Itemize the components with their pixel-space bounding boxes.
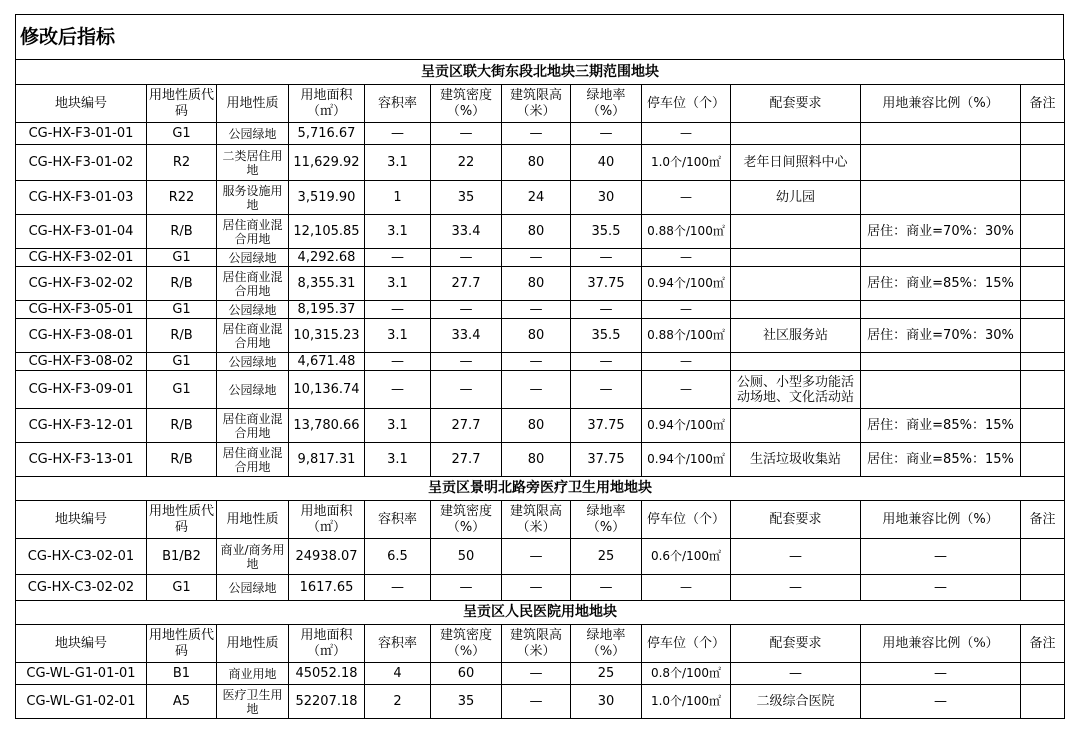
table-row	[16, 575, 1065, 601]
column-header: 用地性质	[217, 501, 289, 539]
table-cell: 0.6个/100㎡	[642, 539, 731, 575]
table-cell: 4,671.48	[289, 353, 365, 371]
table-cell: —	[502, 249, 571, 267]
column-header: 容积率	[365, 625, 431, 663]
table-cell: —	[571, 123, 642, 145]
table-row	[16, 353, 1065, 371]
table-cell: CG-HX-C3-02-02	[16, 575, 147, 601]
table-cell	[861, 249, 1021, 267]
table-cell: —	[642, 575, 731, 601]
table-cell	[1021, 215, 1065, 249]
table-cell: —	[731, 663, 861, 685]
table-cell: 商业用地	[217, 663, 289, 685]
column-header: 停车位（个）	[642, 501, 731, 539]
table-cell: —	[642, 371, 731, 409]
column-header: 用地面积（㎡）	[289, 625, 365, 663]
table-cell: —	[365, 575, 431, 601]
table-cell: 0.88个/100㎡	[642, 215, 731, 249]
section-title: 呈贡区联大街东段北地块三期范围地块	[16, 60, 1065, 85]
column-header: 绿地率（%）	[571, 85, 642, 123]
column-header: 用地性质代码	[147, 625, 217, 663]
table-cell: 35.5	[571, 319, 642, 353]
table-cell: 公园绿地	[217, 371, 289, 409]
table-cell	[861, 181, 1021, 215]
table-cell: —	[571, 353, 642, 371]
table-cell: 3,519.90	[289, 181, 365, 215]
table-cell: 0.8个/100㎡	[642, 663, 731, 685]
table-row	[16, 663, 1065, 685]
table-cell: G1	[147, 123, 217, 145]
column-header: 用地性质	[217, 85, 289, 123]
table-cell: 居住：商业=85%：15%	[861, 443, 1021, 477]
table-cell: CG-HX-F3-02-02	[16, 267, 147, 301]
table-cell: —	[642, 353, 731, 371]
column-header: 容积率	[365, 501, 431, 539]
column-header: 容积率	[365, 85, 431, 123]
table-cell: 27.7	[431, 409, 502, 443]
column-header: 建筑限高（米）	[502, 625, 571, 663]
table-cell: 25	[571, 663, 642, 685]
table-cell: —	[861, 685, 1021, 719]
table-cell: —	[861, 539, 1021, 575]
indicator-table	[15, 59, 1065, 719]
table-cell: 幼儿园	[731, 181, 861, 215]
table-cell: R/B	[147, 443, 217, 477]
table-cell: 27.7	[431, 267, 502, 301]
column-header: 备注	[1021, 625, 1065, 663]
table-cell: 居住商业混合用地	[217, 443, 289, 477]
table-cell: G1	[147, 575, 217, 601]
table-cell: —	[571, 301, 642, 319]
table-cell: 0.94个/100㎡	[642, 443, 731, 477]
table-cell: —	[502, 539, 571, 575]
table-cell: 12,105.85	[289, 215, 365, 249]
column-header: 用地兼容比例（%）	[861, 625, 1021, 663]
table-cell	[861, 123, 1021, 145]
table-row	[16, 181, 1065, 215]
column-header: 用地性质代码	[147, 501, 217, 539]
table-cell: CG-HX-F3-12-01	[16, 409, 147, 443]
column-header: 地块编号	[16, 85, 147, 123]
table-cell: 37.75	[571, 443, 642, 477]
table-cell: 公园绿地	[217, 301, 289, 319]
table-cell: CG-HX-F3-01-01	[16, 123, 147, 145]
table-cell: R/B	[147, 319, 217, 353]
table-cell: CG-WL-G1-02-01	[16, 685, 147, 719]
table-cell: —	[731, 539, 861, 575]
table-cell: 3.1	[365, 267, 431, 301]
table-cell: G1	[147, 353, 217, 371]
table-cell	[731, 409, 861, 443]
column-header: 用地性质代码	[147, 85, 217, 123]
table-cell: —	[502, 353, 571, 371]
table-cell: —	[571, 575, 642, 601]
table-cell	[731, 249, 861, 267]
table-cell: —	[431, 249, 502, 267]
table-cell: B1/B2	[147, 539, 217, 575]
table-cell: —	[502, 663, 571, 685]
table-cell: 0.88个/100㎡	[642, 319, 731, 353]
column-header: 地块编号	[16, 625, 147, 663]
table-cell: 居住商业混合用地	[217, 409, 289, 443]
column-header: 备注	[1021, 85, 1065, 123]
table-cell	[1021, 539, 1065, 575]
section-title-row	[16, 601, 1065, 625]
table-cell: 社区服务站	[731, 319, 861, 353]
table-cell: 居住商业混合用地	[217, 215, 289, 249]
table-cell: —	[365, 249, 431, 267]
table-cell: 1.0个/100㎡	[642, 145, 731, 181]
table-cell	[1021, 443, 1065, 477]
table-row	[16, 249, 1065, 267]
column-header: 绿地率（%）	[571, 625, 642, 663]
table-cell: —	[861, 663, 1021, 685]
table-row	[16, 409, 1065, 443]
table-cell	[731, 267, 861, 301]
table-cell: G1	[147, 301, 217, 319]
table-cell: —	[502, 575, 571, 601]
table-cell: 30	[571, 685, 642, 719]
table-cell	[1021, 575, 1065, 601]
column-header: 建筑限高（米）	[502, 501, 571, 539]
table-cell	[861, 301, 1021, 319]
table-cell: CG-HX-F3-01-02	[16, 145, 147, 181]
table-cell: R/B	[147, 409, 217, 443]
table-cell	[861, 145, 1021, 181]
column-header: 停车位（个）	[642, 625, 731, 663]
column-header: 地块编号	[16, 501, 147, 539]
table-cell	[1021, 181, 1065, 215]
table-cell: 二类居住用地	[217, 145, 289, 181]
table-cell: —	[502, 371, 571, 409]
table-cell: —	[642, 249, 731, 267]
table-cell: —	[431, 371, 502, 409]
table-cell: 10,315.23	[289, 319, 365, 353]
section-title: 呈贡区人民医院用地地块	[16, 601, 1065, 625]
table-cell: 22	[431, 145, 502, 181]
table-cell: 商业/商务用地	[217, 539, 289, 575]
table-cell: 公园绿地	[217, 123, 289, 145]
table-cell: 公厕、小型多功能活动场地、文化活动站	[731, 371, 861, 409]
table-cell	[731, 123, 861, 145]
table-row	[16, 685, 1065, 719]
table-cell: B1	[147, 663, 217, 685]
table-row	[16, 301, 1065, 319]
column-header: 用地面积（㎡）	[289, 501, 365, 539]
table-cell: CG-HX-F3-08-02	[16, 353, 147, 371]
column-header: 绿地率（%）	[571, 501, 642, 539]
section-title: 呈贡区景明北路旁医疗卫生用地地块	[16, 477, 1065, 501]
column-header: 用地兼容比例（%）	[861, 501, 1021, 539]
table-cell: 9,817.31	[289, 443, 365, 477]
table-cell: —	[571, 249, 642, 267]
table-cell: 3.1	[365, 443, 431, 477]
column-header: 用地面积（㎡）	[289, 85, 365, 123]
table-cell: 4	[365, 663, 431, 685]
table-cell	[731, 301, 861, 319]
table-cell: 1	[365, 181, 431, 215]
table-cell: R22	[147, 181, 217, 215]
table-cell: 0.94个/100㎡	[642, 409, 731, 443]
table-cell	[1021, 145, 1065, 181]
table-cell: 居住：商业=85%：15%	[861, 409, 1021, 443]
table-cell: R2	[147, 145, 217, 181]
column-header: 配套要求	[731, 501, 861, 539]
table-cell: 6.5	[365, 539, 431, 575]
table-row	[16, 319, 1065, 353]
table-cell: —	[571, 371, 642, 409]
table-cell: 5,716.67	[289, 123, 365, 145]
table-cell	[1021, 663, 1065, 685]
table-cell: —	[365, 371, 431, 409]
table-cell: 4,292.68	[289, 249, 365, 267]
table-cell: —	[431, 301, 502, 319]
table-cell: 35	[431, 685, 502, 719]
table-cell: G1	[147, 371, 217, 409]
column-header: 备注	[1021, 501, 1065, 539]
table-cell: 居住商业混合用地	[217, 319, 289, 353]
table-cell: 生活垃圾收集站	[731, 443, 861, 477]
table-cell: —	[731, 575, 861, 601]
table-cell	[1021, 685, 1065, 719]
table-cell: 52207.18	[289, 685, 365, 719]
table-cell: —	[365, 301, 431, 319]
table-cell	[1021, 353, 1065, 371]
column-header: 建筑密度（%）	[431, 85, 502, 123]
header-row	[16, 85, 1065, 123]
table-cell: 50	[431, 539, 502, 575]
table-cell: 医疗卫生用地	[217, 685, 289, 719]
table-cell: 1.0个/100㎡	[642, 685, 731, 719]
table-row	[16, 145, 1065, 181]
page-title: 修改后指标	[15, 14, 1064, 59]
table-cell: 80	[502, 319, 571, 353]
table-cell: 35.5	[571, 215, 642, 249]
table-cell: 居住商业混合用地	[217, 267, 289, 301]
table-cell: CG-HX-C3-02-01	[16, 539, 147, 575]
table-cell: 33.4	[431, 319, 502, 353]
column-header: 用地兼容比例（%）	[861, 85, 1021, 123]
table-cell: CG-HX-F3-05-01	[16, 301, 147, 319]
column-header: 配套要求	[731, 625, 861, 663]
table-cell: 30	[571, 181, 642, 215]
table-cell: G1	[147, 249, 217, 267]
table-cell: 80	[502, 443, 571, 477]
column-header: 建筑密度（%）	[431, 501, 502, 539]
table-cell: —	[861, 575, 1021, 601]
table-cell: —	[365, 353, 431, 371]
table-cell: 45052.18	[289, 663, 365, 685]
table-cell: 居住：商业=70%：30%	[861, 215, 1021, 249]
table-cell: 80	[502, 409, 571, 443]
table-cell: 37.75	[571, 267, 642, 301]
table-cell	[1021, 319, 1065, 353]
table-cell: 40	[571, 145, 642, 181]
table-cell	[731, 353, 861, 371]
table-cell: —	[431, 575, 502, 601]
column-header: 建筑密度（%）	[431, 625, 502, 663]
table-cell	[1021, 371, 1065, 409]
table-cell: CG-HX-F3-02-01	[16, 249, 147, 267]
table-cell: 居住：商业=85%：15%	[861, 267, 1021, 301]
table-cell	[1021, 301, 1065, 319]
table-row	[16, 539, 1065, 575]
table-cell: 服务设施用地	[217, 181, 289, 215]
table-cell: —	[502, 301, 571, 319]
table-cell: 24938.07	[289, 539, 365, 575]
column-header: 配套要求	[731, 85, 861, 123]
table-cell: 2	[365, 685, 431, 719]
table-row	[16, 371, 1065, 409]
table-cell: R/B	[147, 215, 217, 249]
table-cell: 公园绿地	[217, 575, 289, 601]
table-cell: 公园绿地	[217, 353, 289, 371]
column-header: 停车位（个）	[642, 85, 731, 123]
table-cell: 60	[431, 663, 502, 685]
table-cell: 0.94个/100㎡	[642, 267, 731, 301]
table-cell: CG-HX-F3-13-01	[16, 443, 147, 477]
table-cell: 3.1	[365, 215, 431, 249]
table-cell: 二级综合医院	[731, 685, 861, 719]
table-cell	[1021, 267, 1065, 301]
table-cell: 10,136.74	[289, 371, 365, 409]
section-title-row	[16, 477, 1065, 501]
table-row	[16, 443, 1065, 477]
table-cell: 25	[571, 539, 642, 575]
table-cell: 公园绿地	[217, 249, 289, 267]
table-cell: CG-HX-F3-09-01	[16, 371, 147, 409]
table-cell: —	[431, 353, 502, 371]
header-row	[16, 625, 1065, 663]
table-cell: 8,195.37	[289, 301, 365, 319]
table-row	[16, 123, 1065, 145]
table-cell	[731, 215, 861, 249]
table-row	[16, 267, 1065, 301]
table-row	[16, 215, 1065, 249]
table-cell: CG-HX-F3-01-04	[16, 215, 147, 249]
table-cell: 3.1	[365, 319, 431, 353]
table-cell: CG-HX-F3-08-01	[16, 319, 147, 353]
table-cell: CG-HX-F3-01-03	[16, 181, 147, 215]
table-cell: R/B	[147, 267, 217, 301]
table-cell: —	[642, 301, 731, 319]
table-cell: —	[642, 181, 731, 215]
table-cell: —	[502, 123, 571, 145]
column-header: 建筑限高（米）	[502, 85, 571, 123]
table-cell	[1021, 249, 1065, 267]
table-cell: —	[642, 123, 731, 145]
column-header: 用地性质	[217, 625, 289, 663]
table-cell: —	[431, 123, 502, 145]
table-cell: 老年日间照料中心	[731, 145, 861, 181]
table-cell: 8,355.31	[289, 267, 365, 301]
table-cell: 35	[431, 181, 502, 215]
table-cell	[861, 371, 1021, 409]
table-cell: A5	[147, 685, 217, 719]
section-title-row	[16, 60, 1065, 85]
table-cell: 27.7	[431, 443, 502, 477]
table-cell: 11,629.92	[289, 145, 365, 181]
table-cell	[1021, 123, 1065, 145]
table-cell: 13,780.66	[289, 409, 365, 443]
table-cell: 24	[502, 181, 571, 215]
table-cell: 80	[502, 145, 571, 181]
table-cell: 居住：商业=70%：30%	[861, 319, 1021, 353]
header-row	[16, 501, 1065, 539]
table-cell: —	[365, 123, 431, 145]
table-cell: CG-WL-G1-01-01	[16, 663, 147, 685]
table-cell: 3.1	[365, 409, 431, 443]
table-cell	[861, 353, 1021, 371]
table-cell: 1617.65	[289, 575, 365, 601]
table-cell: 37.75	[571, 409, 642, 443]
table-cell: 80	[502, 215, 571, 249]
table-cell	[1021, 409, 1065, 443]
table-cell: 33.4	[431, 215, 502, 249]
table-cell: 80	[502, 267, 571, 301]
table-cell: —	[502, 685, 571, 719]
indicator-sheet	[15, 14, 1064, 719]
table-cell: 3.1	[365, 145, 431, 181]
